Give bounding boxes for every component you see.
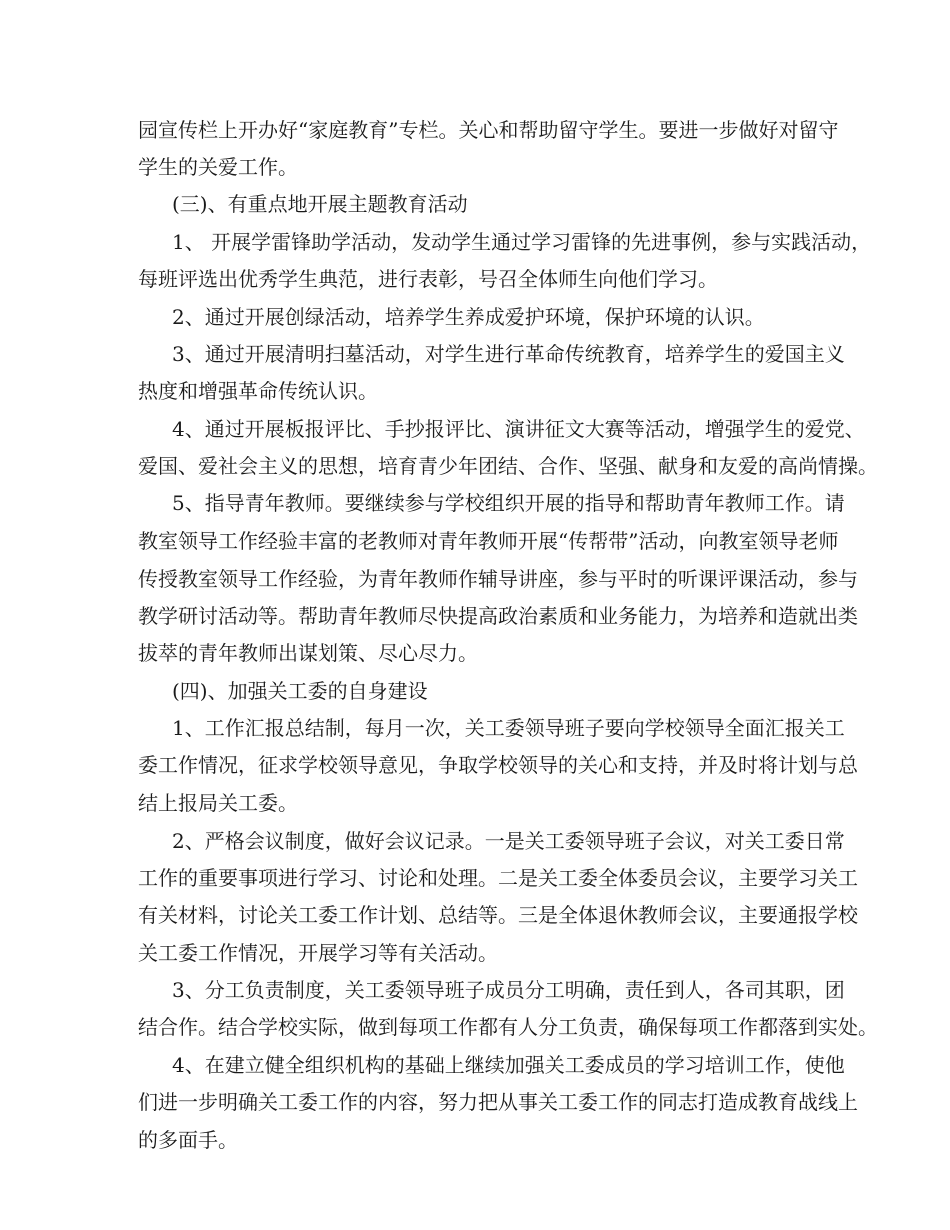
section-heading: (四)、加强关工委的自身建设 bbox=[172, 679, 428, 703]
text-line: 传授教室领导工作经验，为青年教师作辅导讲座，参与平时的听课评课活动，参与 bbox=[138, 567, 858, 591]
text-line: 教学研讨活动等。帮助青年教师尽快提高政治素质和业务能力，为培养和造就出类 bbox=[138, 604, 858, 628]
text-line: 2、通过开展创绿活动，培养学生养成爱护环境，保护环境的认识。 bbox=[172, 305, 765, 329]
text-line: 工作的重要事项进行学习、讨论和处理。二是关工委全体委员会议，主要学习关工 bbox=[138, 866, 858, 890]
text-line: 每班评选出优秀学生典范，进行表彰，号召全体师生向他们学习。 bbox=[138, 267, 718, 291]
text-line: 爱国、爱社会主义的思想，培育青少年团结、合作、坚强、献身和友爱的高尚情操。 bbox=[138, 454, 878, 478]
text-line: 5、指导青年教师。要继续参与学校组织开展的指导和帮助青年教师工作。请 bbox=[172, 491, 845, 515]
text-line: 3、通过开展清明扫墓活动，对学生进行革命传统教育，培养学生的爱国主义 bbox=[172, 342, 845, 366]
text-line: 委工作情况，征求学校领导意见，争取学校领导的关心和支持，并及时将计划与总 bbox=[138, 753, 858, 777]
text-line: 4、在建立健全组织机构的基础上继续加强关工委成员的学习培训工作，使他 bbox=[172, 1053, 845, 1077]
section-heading: (三)、有重点地开展主题教育活动 bbox=[172, 192, 468, 216]
text-line: 2、严格会议制度，做好会议记录。一是关工委领导班子会议，对关工委日常 bbox=[172, 829, 845, 853]
text-line: 园宣传栏上开办好“家庭教育”专栏。关心和帮助留守学生。要进一步做好对留守 bbox=[138, 118, 839, 142]
text-line: 学生的关爱工作。 bbox=[138, 155, 298, 179]
text-line: 4、通过开展板报评比、手抄报评比、演讲征文大赛等活动，增强学生的爱党、 bbox=[172, 417, 865, 441]
text-line: 3、分工负责制度，关工委领导班子成员分工明确，责任到人，各司其职，团 bbox=[172, 978, 845, 1002]
text-line: 的多面手。 bbox=[138, 1128, 238, 1152]
text-line: 拔萃的青年教师出谋划策、尽心尽力。 bbox=[138, 641, 478, 665]
text-line: 结上报局关工委。 bbox=[138, 791, 298, 815]
text-line: 1、 开展学雷锋助学活动，发动学生通过学习雷锋的先进事例，参与实践活动， bbox=[172, 230, 872, 254]
text-line: 关工委工作情况，开展学习等有关活动。 bbox=[138, 941, 498, 965]
text-line: 热度和增强革命传统认识。 bbox=[138, 379, 378, 403]
text-line: 1、工作汇报总结制，每月一次，关工委领导班子要向学校领导全面汇报关工 bbox=[172, 716, 845, 740]
text-line: 们进一步明确关工委工作的内容，努力把从事关工委工作的同志打造成教育战线上 bbox=[138, 1090, 858, 1114]
text-line: 有关材料，讨论关工委工作计划、总结等。三是全体退休教师会议，主要通报学校 bbox=[138, 903, 858, 927]
text-line: 结合作。结合学校实际，做到每项工作都有人分工负责，确保每项工作都落到实处。 bbox=[138, 1015, 878, 1039]
text-line: 教室领导工作经验丰富的老教师对青年教师开展“传帮带”活动，向教室领导老师 bbox=[138, 529, 839, 553]
